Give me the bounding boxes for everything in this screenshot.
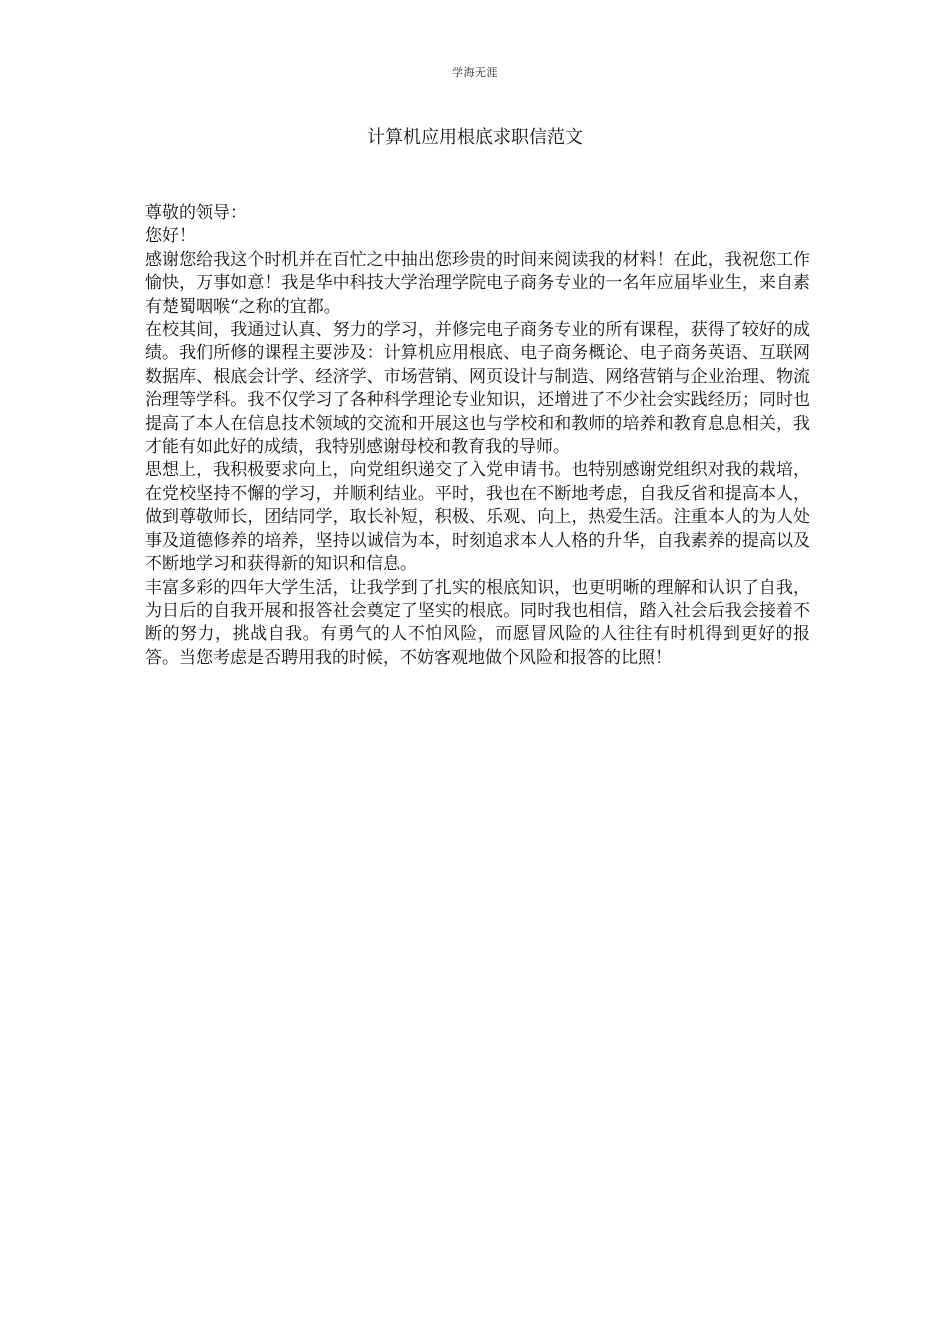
page-header: 学海无涯 [452,66,498,79]
paragraph-introduction: 感谢您给我这个时机并在百忙之中抽出您珍贵的时间来阅读我的材料！在此，我祝您工作愉快，万事如意！我是华中科技大学治理学院电子商务专业的一名年应届毕业生，来自素有楚蜀咽喉“之称的宜都。 [145,249,810,317]
paragraph-studies: 在校其间，我通过认真、努力的学习，并修完电子商务专业的所有课程，获得了较好的成绩。我们所修的课程主要涉及：计算机应用根底、电子商务概论、电子商务英语、互联网数据库、根底会计学、经济学、市场营销、网页设计与制造、网络营销与企业治理、物流治理等学科。我不仅学习了各种科学理论专业知识，还增进了不少社会实践经历；同时也提高了本人在信息技术领域的交流和开展这也与学校和和教师的培养和教育息息相关，我才能有如此好的成绩，我特别感谢母校和教育我的导师。 [145,320,810,458]
paragraph-character: 思想上，我积极要求向上，向党组织递交了入党申请书。也特别感谢党组织对我的栽培，在党校坚持不懈的学习，并顺利结业。平时，我也在不断地考虑，自我反省和提高本人，做到尊敬师长，团结同学，取长补短，积极、乐观、向上，热爱生活。注重本人的为人处事及道德修养的培养，坚持以诚信为本，时刻追求本人人格的升华，自我素养的提高以及不断地学习和获得新的知识和信息。 [145,460,810,575]
document-title: 计算机应用根底求职信范文 [367,127,583,148]
letter-body [145,202,810,670]
greeting: 您好！ [145,226,196,247]
paragraph-closing: 丰富多彩的四年大学生活，让我学到了扎实的根底知识，也更明晰的理解和认识了自我，为日后的自我开展和报答社会奠定了坚实的根底。同时我也相信，踏入社会后我会接着不断的努力，挑战自我。有勇气的人不怕风险，而愿冒风险的人往往有时机得到更好的报答。当您考虑是否聘用我的时候，不妨客观地做个风险和报答的比照！ [145,577,810,668]
salutation: 尊敬的领导： [145,203,247,223]
